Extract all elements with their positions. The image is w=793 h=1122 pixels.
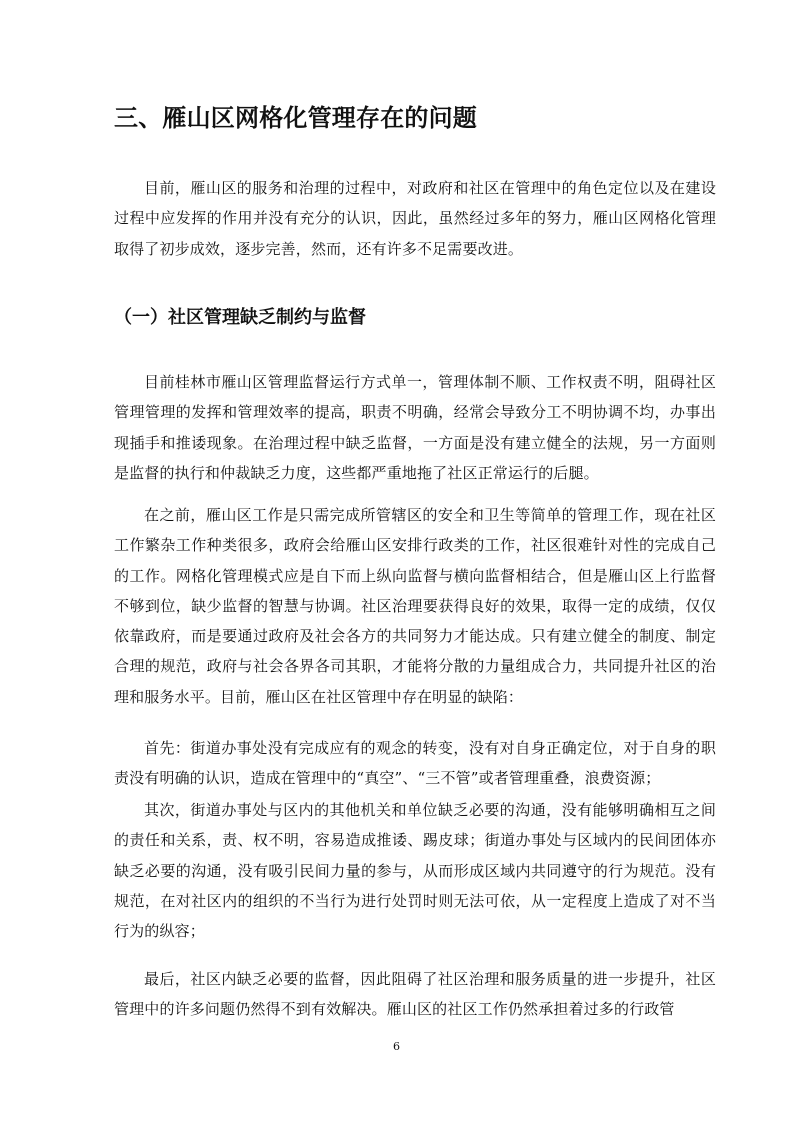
paragraph-background: 在之前，雁山区工作是只需完成所管辖区的安全和卫生等简单的管理工作，现在社区工作繁杂工作种类很多，政府会给雁山区安排行政类的工作，社区很难针对性的完成自己的工作。网格化管理模式应是自下而上纵向监督与横向监督相结合，但是雁山区上行监督不够到位，缺少监督的智慧与协调。社区治理要获得良好的效果，取得一定的成绩，仅仅依靠政府，而是要通过政府及社会各方的共同努力才能达成。只有建立健全的制度、制定合理的规范，政府与社会各界各司其职，才能将分散的力量组成合力，共同提升社区的治理和服务水平。目前，雁山区在社区管理中存在明显的缺陷：	[114, 506, 716, 706]
paragraph-supervision: 目前桂林市雁山区管理监督运行方式单一，管理体制不顺、工作权责不明，阻碍社区管理管理的发挥和管理效率的提高，职责不明确，经常会导致分工不明协调不均，办事出现插手和推诿现象。在治理过程中缺乏监督，一方面是没有建立健全的法规，另一方面则是监督的执行和仲裁缺乏力度，这些都严重地拖了社区正常运行的后腿。	[114, 373, 716, 482]
paragraph-last-point: 最后，社区内缺乏必要的监督，因此阻碍了社区治理和服务质量的进一步提升，社区管理中的许多问题仍然得不到有效解决。雁山区的社区工作仍然承担着过多的行政管	[114, 970, 716, 1019]
paragraph-first-point: 首先：街道办事处没有完成应有的观念的转变，没有对自身正确定位，对于自身的职责没有明确的认识，造成在管理中的“真空”、“三不管”或者管理重叠，浪费资源；	[114, 739, 716, 788]
paragraph-second-point: 其次，街道办事处与区内的其他机关和单位缺乏必要的沟通，没有能够明确相互之间的责任和关系，责、权不明，容易造成推诿、踢皮球；街道办事处与区域内的民间团体亦缺乏必要的沟通，没有吸引民间力量的参与，从而形成区域内共同遵守的行为规范。没有规范，在对社区内的组织的不当行为进行处罚时则无法可依，从一定程度上造成了对不当行为的纵容；	[114, 801, 716, 941]
paragraph-intro: 目前，雁山区的服务和治理的过程中，对政府和社区在管理中的角色定位以及在建设过程中应发挥的作用并没有充分的认识，因此，虽然经过多年的努力，雁山区网格化管理取得了初步成效，逐步完善，然而，还有许多不足需要改进。	[114, 179, 716, 258]
page-number: 6	[393, 1040, 400, 1053]
section-heading: 三、雁山区网格化管理存在的问题	[114, 104, 477, 132]
subsection-heading: （一）社区管理缺乏制约与监督	[114, 307, 366, 328]
